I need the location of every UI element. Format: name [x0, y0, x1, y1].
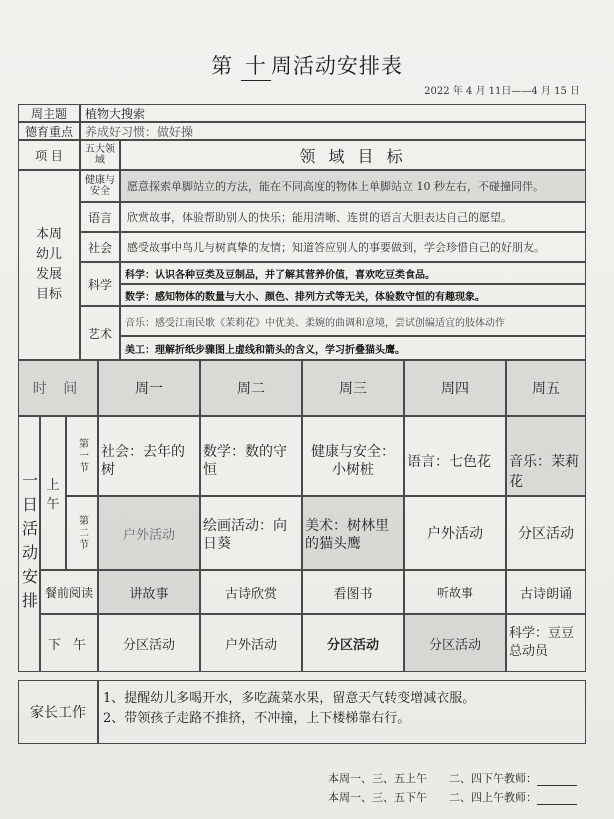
s1-tue: 数学：数的守恒	[200, 416, 302, 496]
domain-craft-goal: 美工：理解折纸步骤图上虚线和箭头的含义，学习折叠猫头鹰。	[120, 336, 586, 360]
pm-mon: 分区活动	[98, 614, 200, 672]
footer-line-1	[328, 770, 577, 786]
day-header-tue: 周二	[200, 360, 302, 416]
title-week-number: 十	[241, 50, 271, 81]
domain-social-goal: 感受故事中鸟儿与树真挚的友情；知道答应别人的事要做到，学会珍惜自己的好朋友。	[120, 232, 586, 262]
domain-social-label: 社会	[80, 232, 120, 262]
s2-thu: 户外活动	[404, 496, 506, 570]
family-work-content	[98, 680, 586, 744]
premeal-mon: 讲故事	[98, 570, 200, 614]
morning-label: 上午	[40, 416, 66, 570]
week-goals-label: 本周幼儿发展目标	[18, 170, 80, 360]
s1-fri: 音乐：茉莉花	[506, 416, 586, 496]
domain-math-goal: 数学：感知物体的数量与大小、颜色、排列方式等无关，体验数守恒的有趣现象。	[120, 284, 586, 306]
teacher-blank-1	[537, 775, 577, 786]
footer-text-2: 本周一、三、五下午 二、四上午教师：	[328, 791, 537, 804]
theme-value: 植物大搜索	[80, 104, 586, 122]
domain-health-goal: 愿意探索单脚站立的方法，能在不同高度的物体上单脚站立 10 秒左右，不碰撞同伴。	[120, 170, 586, 202]
title-prefix: 第	[211, 54, 234, 78]
s2-wed: 美术：树林里的猫头鹰	[302, 496, 404, 570]
date-range: 2022 年 4 月 11日——4 月 15 日	[424, 86, 580, 97]
footer-text-1: 本周一、三、五上午 二、四下午教师：	[328, 772, 537, 785]
s2-mon: 户外活动	[98, 496, 200, 570]
title-suffix: 周活动安排表	[270, 54, 403, 78]
domain-art-label: 艺术	[80, 306, 120, 360]
item-header: 项 目	[18, 140, 80, 170]
theme-label: 周主题	[18, 104, 80, 122]
afternoon-label: 下 午	[40, 614, 98, 672]
domain-health-label: 健康与安全	[80, 170, 120, 202]
domain-music-goal: 音乐：感受江南民歌《茉莉花》中优美、柔婉的曲调和意境，尝试创编适宜的肢体动作	[120, 306, 586, 336]
s1-mon: 社会：去年的树	[98, 416, 200, 496]
moral-label: 德育重点	[18, 122, 80, 140]
family-item-1: 1、提醒幼儿多喝开水，多吃蔬菜水果，留意天气转变增减衣服。	[103, 691, 476, 706]
day-header-wed: 周三	[302, 360, 404, 416]
time-header: 时 间	[18, 360, 98, 416]
goals-header: 领 域 目 标	[120, 140, 586, 170]
s1-thu: 语言：七色花	[404, 416, 506, 496]
family-work-label: 家长工作	[18, 680, 98, 744]
section-1-label: 第一节	[66, 416, 98, 496]
day-header-fri: 周五	[506, 360, 586, 416]
moral-value: 养成好习惯：做好操	[80, 122, 586, 140]
footer-line-2	[328, 789, 577, 805]
teacher-blank-2	[537, 794, 577, 805]
family-work-section	[18, 680, 586, 764]
premeal-wed: 看图书	[302, 570, 404, 614]
premeal-fri: 古诗朗诵	[506, 570, 586, 614]
pm-fri: 科学：豆豆总动员	[506, 614, 586, 672]
page-title	[0, 50, 614, 81]
domain-science-label: 科学	[80, 262, 120, 306]
section-2-label: 第二节	[66, 496, 98, 570]
s1-wed: 健康与安全：小树桩	[302, 416, 404, 496]
pm-wed: 分区活动	[302, 614, 404, 672]
schedule-table	[18, 104, 586, 764]
pm-thu: 分区活动	[404, 614, 506, 672]
premeal-thu: 听故事	[404, 570, 506, 614]
s2-tue: 绘画活动：向日葵	[200, 496, 302, 570]
s2-fri: 分区活动	[506, 496, 586, 570]
day-header-thu: 周四	[404, 360, 506, 416]
domain-language-goal: 欣赏故事，体验帮助别人的快乐；能用清晰、连贯的语言大胆表达自己的愿望。	[120, 202, 586, 232]
day-schedule-label: 一日活动安排	[18, 416, 40, 672]
five-areas-header: 五大领域	[80, 140, 120, 170]
day-header-mon: 周一	[98, 360, 200, 416]
domain-science-goal: 科学：认识各种豆类及豆制品，并了解其营养价值，喜欢吃豆类食品。	[120, 262, 586, 284]
pm-tue: 户外活动	[200, 614, 302, 672]
family-item-2: 2、带领孩子走路不推挤，不冲撞，上下楼梯靠右行。	[103, 711, 411, 726]
domain-language-label: 语言	[80, 202, 120, 232]
premeal-label: 餐前阅读	[40, 570, 98, 614]
premeal-tue: 古诗欣赏	[200, 570, 302, 614]
